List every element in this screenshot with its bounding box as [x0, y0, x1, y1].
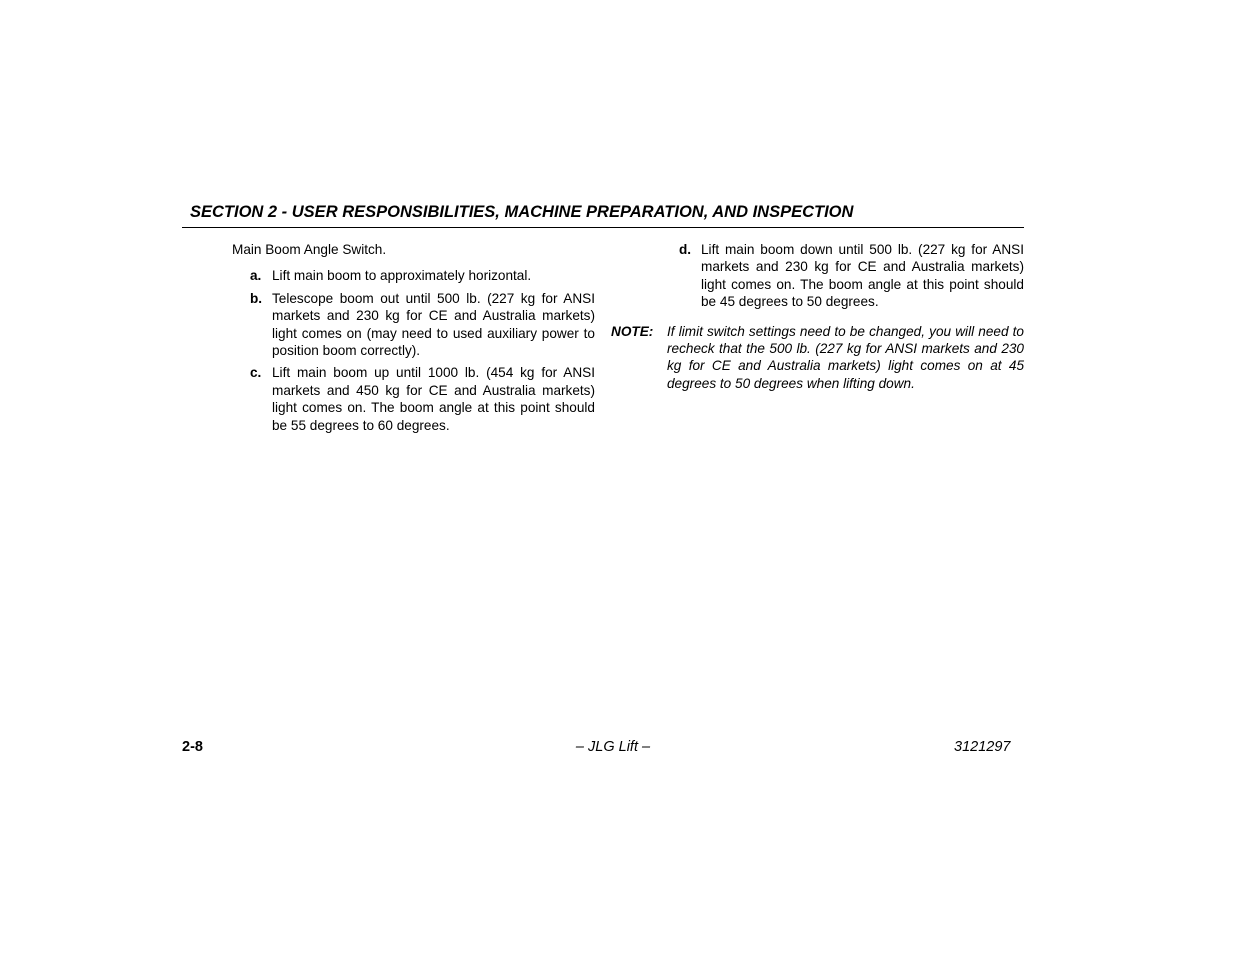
left-column	[232, 241, 595, 439]
list-marker: c.	[250, 365, 262, 381]
procedure-intro: Main Boom Angle Switch.	[232, 242, 387, 257]
list-item-text: Lift main boom up until 1000 lb. (454 kg for ANSI markets and 450 kg for CE and Australia markets) light comes on. The boom angle at this point should be 55 degrees to 60 degrees.	[272, 365, 595, 433]
right-column	[611, 241, 1024, 392]
section-header	[182, 202, 1024, 228]
note-block	[611, 323, 1024, 393]
list-item-d	[611, 241, 1024, 311]
list-item-b	[232, 290, 595, 360]
note-label: NOTE:	[611, 323, 654, 339]
note-text: If limit switch settings need to be changed, you will need to recheck that the 500 lb. (227 kg for ANSI markets and 230 kg for CE and Australia markets) light comes on at 45 degrees to 50 degrees when lifting down.	[667, 323, 1024, 391]
footer-title: – JLG Lift –	[575, 739, 651, 755]
list-marker: a.	[250, 268, 262, 284]
list-marker: b.	[250, 290, 263, 306]
document-number: 3121297	[954, 739, 1011, 755]
list-marker: d.	[679, 242, 692, 257]
list-item-text: Lift main boom to approximately horizontal.	[272, 268, 532, 284]
list-item-text: Lift main boom down until 500 lb. (227 kg for ANSI markets and 230 kg for CE and Australia markets) light comes on. The boom angle at this point should be 45 degrees to 50 degrees.	[701, 242, 1024, 310]
list-item-a	[232, 267, 595, 284]
list-item-c	[232, 364, 595, 434]
list-item-text: Telescope boom out until 500 lb. (227 kg for ANSI markets and 230 kg for CE and Australia markets) light comes on (may need to used auxiliary power to position boom correctly).	[272, 290, 595, 359]
section-title: SECTION 2 - USER RESPONSIBILITIES, MACHINE PREPARATION, AND INSPECTION	[190, 203, 854, 221]
page-number: 2-8	[182, 739, 203, 755]
